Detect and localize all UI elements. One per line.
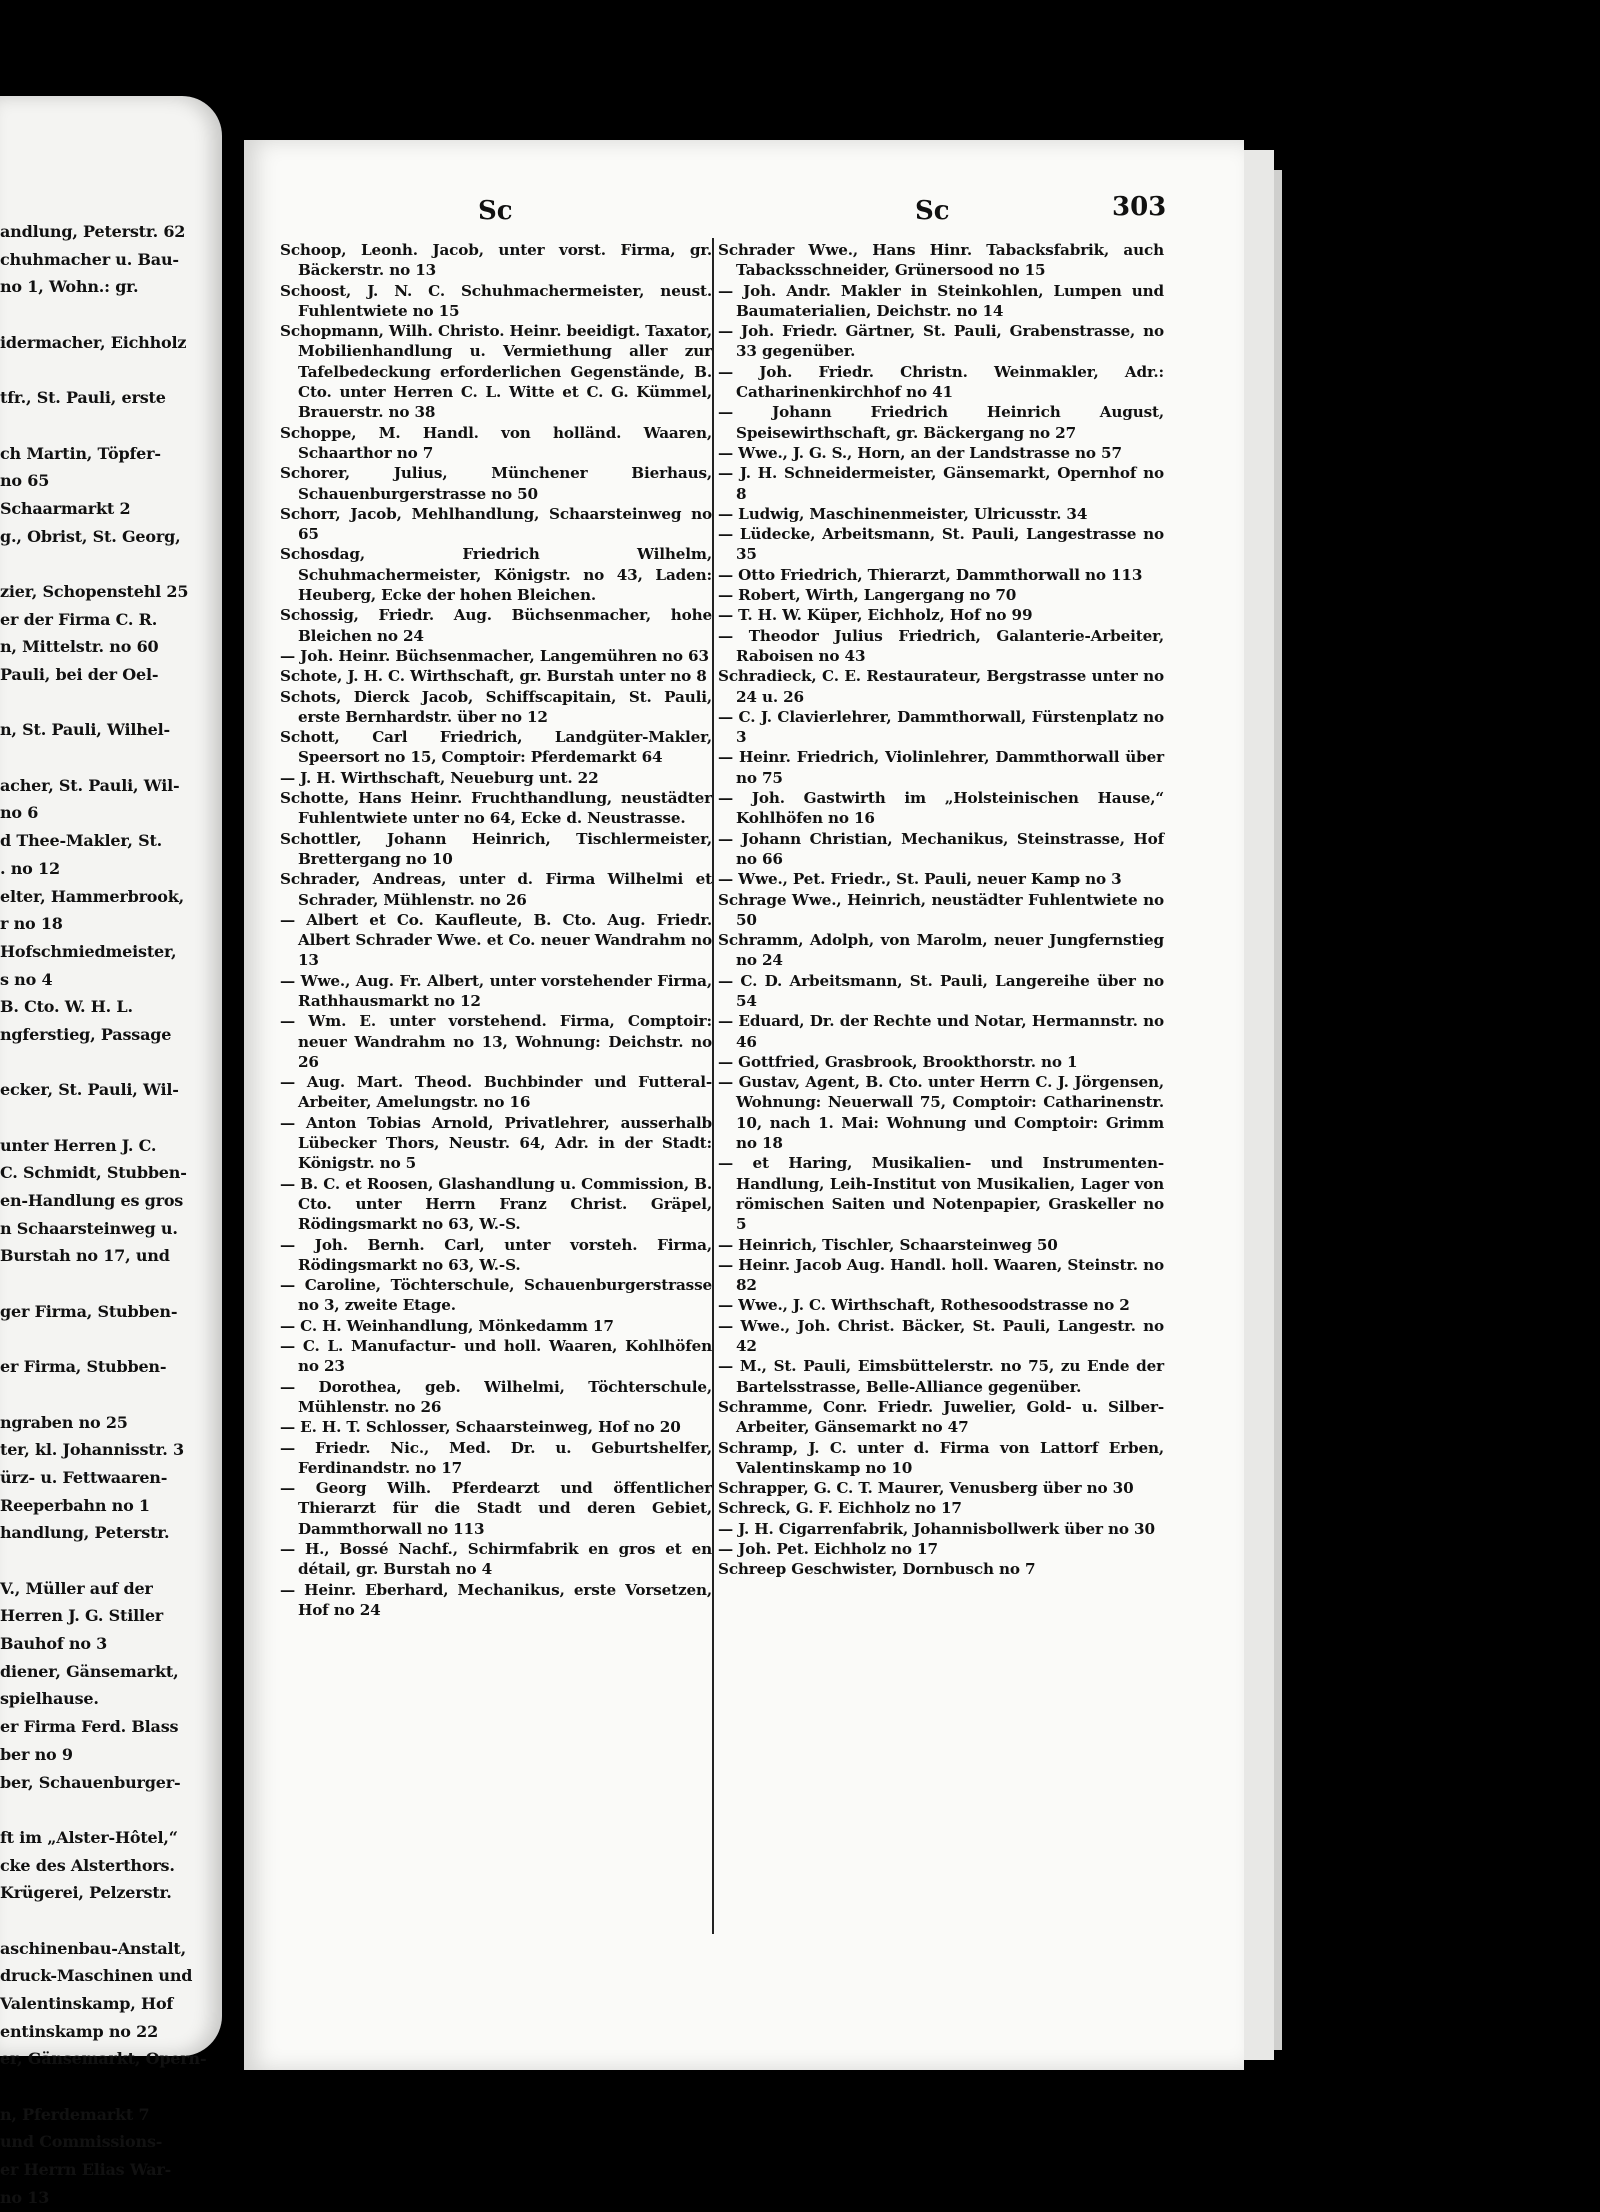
directory-entry: — J. H. Cigarrenfabrik, Johannisbollwerk über no 30 — [718, 1519, 1155, 1538]
left-page-line: Pauli, bei der Oel- — [0, 665, 159, 684]
directory-entry: — Albert et Co. Kaufleute, B. Cto. Aug. Friedr. Albert Schrader Wwe. et Co. neuer Wandrahm no 13 — [280, 910, 712, 970]
directory-entry: — M., St. Pauli, Eimsbüttelerstr. no 75, zu Ende der Bartelsstrasse, Belle-Alliance gegenüber. — [718, 1357, 1164, 1396]
left-page-line: n Schaarsteinweg u. — [0, 1218, 178, 1238]
left-page-line: no 6 — [0, 803, 39, 823]
directory-entry: Schott, Carl Friedrich, Landgüter-Makler, Speersort no 15, Comptoir: Pferdemarkt 64 — [280, 728, 712, 767]
directory-entry: Schramme, Conr. Friedr. Juwelier, Gold- u. Silber-Arbeiter, Gänsemarkt no 47 — [718, 1397, 1164, 1437]
left-page-line: Reeperbahn no 1 — [0, 1495, 150, 1515]
directory-entry: — T. H. W. Küper, Eichholz, Hof no 99 — [718, 606, 1033, 625]
directory-entry: — Georg Wilh. Pferdearzt und öffentlicher Thierarzt für die Stadt und deren Gebiet, Dammthorwall no 113 — [280, 1479, 712, 1538]
directory-entry: — Dorothea, geb. Wilhelmi, Töchterschule, Mühlenstr. no 26 — [280, 1377, 712, 1416]
left-page-line — [0, 412, 210, 440]
directory-entry: Schramm, Adolph, von Marolm, neuer Jungfernstieg no 24 — [718, 931, 1164, 970]
left-page-line — [0, 1547, 210, 1575]
left-page-line: ber, Schauenburger- — [0, 1772, 181, 1792]
left-page-line: . no 12 — [0, 858, 60, 878]
left-page-lines — [0, 218, 210, 2212]
directory-entry: — Aug. Mart. Theod. Buchbinder und Futteral-Arbeiter, Amelungstr. no 16 — [280, 1073, 712, 1112]
left-page-line: g., Obrist, St. Georg, — [0, 526, 181, 546]
directory-entry: — Gustav, Agent, B. Cto. unter Herrn C. J. Jörgensen, Wohnung: Neuerwall 75, Comptoir: Catharinenstr. 10, nach 1. Mai: Wohnung und Comptoir: Grimm no 18 — [718, 1073, 1164, 1153]
running-header-left: Sc — [478, 196, 513, 226]
directory-entry: — Robert, Wirth, Langergang no 70 — [718, 586, 1017, 605]
left-page-line: er Firma, Stubben- — [0, 1357, 167, 1377]
directory-entry: — Otto Friedrich, Thierarzt, Dammthorwall no 113 — [718, 565, 1143, 584]
left-page-line: andlung, Peterstr. 62 — [0, 222, 186, 241]
directory-entry: — Lüdecke, Arbeitsmann, St. Pauli, Langestrasse no 35 — [718, 525, 1164, 564]
directory-entry: — Theodor Julius Friedrich, Galanterie-Arbeiter, Raboisen no 43 — [718, 626, 1164, 665]
left-page-line: Schaarmarkt 2 — [0, 498, 131, 518]
directory-entry: — Wwe., Pet. Friedr., St. Pauli, neuer Kamp no 3 — [718, 870, 1122, 889]
left-page-line: ngraben no 25 — [0, 1412, 128, 1432]
directory-entry: — Johann Christian, Mechanikus, Steinstrasse, Hof no 66 — [718, 829, 1164, 868]
directory-entry: — H., Bossé Nachf., Schirmfabrik en gros et en détail, gr. Burstah no 4 — [280, 1540, 712, 1579]
left-page-line: no 65 — [0, 471, 50, 491]
directory-entry: — J. H. Schneidermeister, Gänsemarkt, Opernhof no 8 — [718, 464, 1164, 503]
left-page-line: B. Cto. W. H. L. — [0, 997, 133, 1017]
left-page-line: idermacher, Eichholz — [0, 332, 187, 352]
left-page-line: tfr., St. Pauli, erste — [0, 388, 166, 408]
directory-entry: — Heinr. Eberhard, Mechanikus, erste Vorsetzen, Hof no 24 — [280, 1580, 712, 1619]
directory-entry: — J. H. Wirthschaft, Neueburg unt. 22 — [280, 768, 599, 787]
left-page-line: er der Firma C. R. — [0, 609, 158, 629]
left-page-line: aschinenbau-Anstalt, — [0, 1938, 186, 1958]
left-page-line: r no 18 — [0, 914, 63, 934]
directory-entry: — Heinr. Jacob Aug. Handl. holl. Waaren, Steinstr. no 82 — [718, 1255, 1164, 1295]
left-page-line: n, St. Pauli, Wilhel- — [0, 720, 170, 740]
directory-entry: — Wwe., J. G. S., Horn, an der Landstrasse no 57 — [718, 443, 1122, 462]
left-page-line: ger Firma, Stubben- — [0, 1301, 178, 1321]
left-page-line: cke des Alsterthors. — [0, 1855, 175, 1875]
directory-entry: — Joh. Friedr. Gärtner, St. Pauli, Grabenstrasse, no 33 gegenüber. — [718, 322, 1164, 361]
directory-entry: Schoost, J. N. C. Schuhmachermeister, neust. Fuhlentwiete no 15 — [280, 281, 712, 320]
left-page-line — [0, 744, 210, 772]
directory-entry: Schradieck, C. E. Restaurateur, Bergstrasse unter no 24 u. 26 — [718, 667, 1164, 706]
directory-entry: Schotte, Hans Heinr. Fruchthandlung, neustädter Fuhlentwiete unter no 64, Ecke d. Neustrasse. — [280, 789, 712, 828]
left-page-line: ft im „Alster-Hôtel,“ — [0, 1827, 178, 1847]
left-page-line: n, Mittelstr. no 60 — [0, 637, 159, 657]
left-page-line: no 13 — [0, 2187, 50, 2207]
directory-entry: Schrapper, G. C. T. Maurer, Venusberg über no 30 — [718, 1479, 1134, 1498]
left-page-line: d Thee-Makler, St. — [0, 831, 163, 851]
left-page-line: Burstah no 17, und — [0, 1246, 170, 1266]
left-page-line: ürz- u. Fettwaaren- — [0, 1467, 168, 1487]
directory-column-right — [718, 240, 1164, 1580]
directory-entry: Schots, Dierck Jacob, Schiffscapitain, St. Pauli, erste Bernhardstr. über no 12 — [280, 687, 712, 726]
left-page-line: Hofschmiedmeister, — [0, 941, 177, 961]
left-page-line: ecker, St. Pauli, Wil- — [0, 1080, 179, 1100]
left-page-line: ter, kl. Johannisstr. 3 — [0, 1440, 184, 1460]
left-page-line: elter, Hammerbrook, — [0, 886, 185, 906]
left-page-line — [0, 1381, 210, 1409]
directory-entry: — Heinr. Friedrich, Violinlehrer, Dammthorwall über no 75 — [718, 748, 1164, 787]
left-page-line — [0, 1049, 210, 1077]
left-page-line — [0, 1104, 210, 1132]
left-page-line: no 1, Wohn.: gr. — [0, 277, 139, 297]
left-page-line: spielhause. — [0, 1689, 99, 1709]
page-edge-shadow — [1274, 170, 1282, 2050]
directory-entry: — Wwe., Aug. Fr. Albert, unter vorstehender Firma, Rathhausmarkt no 12 — [280, 971, 712, 1010]
left-page-line: acher, St. Pauli, Wil- — [0, 775, 180, 795]
directory-entry: — Joh. Gastwirth im „Holsteinischen Hause,“ Kohlhöfen no 16 — [718, 789, 1164, 828]
directory-entry: Schorer, Julius, Münchener Bierhaus, Schauenburgerstrasse no 50 — [280, 464, 712, 503]
directory-entry: — Gottfried, Grasbrook, Brookthorstr. no 1 — [718, 1052, 1078, 1071]
directory-entry: — Caroline, Töchterschule, Schauenburgerstrasse no 3, zweite Etage. — [280, 1276, 712, 1315]
directory-entry: — Joh. Friedr. Christn. Weinmakler, Adr.: Catharinenkirchhof no 41 — [718, 362, 1164, 402]
directory-entry: — Joh. Pet. Eichholz no 17 — [718, 1540, 938, 1558]
directory-entry: — Joh. Andr. Makler in Steinkohlen, Lumpen und Baumaterialien, Deichstr. no 14 — [718, 281, 1164, 320]
directory-entry: — Eduard, Dr. der Rechte und Notar, Hermannstr. no 46 — [718, 1012, 1164, 1051]
directory-entry: Schossig, Friedr. Aug. Büchsenmacher, hohe Bleichen no 24 — [280, 606, 712, 645]
directory-entry: — Heinrich, Tischler, Schaarsteinweg 50 — [718, 1235, 1058, 1254]
left-page-line: zier, Schopenstehl 25 — [0, 581, 189, 601]
directory-entry: — Wwe., Joh. Christ. Bäcker, St. Pauli, Langestr. no 42 — [718, 1316, 1164, 1356]
left-page-line: C. Schmidt, Stubben- — [0, 1163, 187, 1183]
directory-entry: Schramp, J. C. unter d. Firma von Lattorf Erben, Valentinskamp no 10 — [718, 1438, 1164, 1477]
running-header-right: Sc — [915, 196, 950, 226]
directory-entry: Schote, J. H. C. Wirthschaft, gr. Burstah unter no 8 — [280, 667, 707, 686]
directory-entry: Schottler, Johann Heinrich, Tischlermeister, Brettergang no 10 — [280, 829, 712, 868]
page-edge — [1244, 150, 1274, 2060]
directory-entry: Schrage Wwe., Heinrich, neustädter Fuhlentwiete no 50 — [718, 890, 1164, 929]
left-page-line: s no 4 — [0, 969, 53, 989]
left-page-line — [0, 2073, 210, 2101]
left-page-line: druck-Maschinen und — [0, 1966, 193, 1986]
left-page-line: chuhmacher u. Bau- — [0, 249, 179, 269]
left-page-line — [0, 1270, 210, 1298]
directory-entry: Schrader Wwe., Hans Hinr. Tabacksfabrik, auch Tabacksschneider, Grünersood no 15 — [718, 241, 1164, 280]
left-page-line: Bauhof no 3 — [0, 1634, 108, 1654]
left-page-line — [0, 1796, 210, 1824]
left-page-line: handlung, Peterstr. — [0, 1523, 170, 1543]
directory-entry: — Wm. E. unter vorstehend. Firma, Comptoir: neuer Wandrahm no 13, Wohnung: Deichstr. no 26 — [280, 1012, 712, 1071]
page-number: 303 — [1112, 192, 1167, 222]
directory-entry: — Joh. Bernh. Carl, unter vorsteh. Firma, Rödingsmarkt no 63, W.-S. — [280, 1235, 712, 1274]
left-page-line: ch Martin, Töpfer- — [0, 443, 161, 463]
left-page-line — [0, 1907, 210, 1935]
directory-entry: Schorr, Jacob, Mehlhandlung, Schaarsteinweg no 65 — [280, 504, 712, 544]
left-page-line: n, Pferdemarkt 7 — [0, 2104, 150, 2124]
directory-entry: — Johann Friedrich Heinrich August, Speisewirthschaft, gr. Bäckergang no 27 — [718, 403, 1164, 442]
left-page-line: diener, Gänsemarkt, — [0, 1661, 179, 1681]
directory-entry: — Joh. Heinr. Büchsenmacher, Langemühren no 63 — [280, 646, 709, 665]
directory-entry: Schoop, Leonh. Jacob, unter vorst. Firma, gr. Bäckerstr. no 13 — [280, 241, 712, 280]
directory-entry: — et Haring, Musikalien- und Instrumenten-Handlung, Leih-Institut von Musikalien, Lager von römischen Saiten und Notenpapier, Graskeller no 5 — [718, 1154, 1164, 1234]
left-page-line: ngferstieg, Passage — [0, 1024, 172, 1044]
left-page-line: Valentinskamp, Hof — [0, 1994, 174, 2013]
directory-entry: Schrader, Andreas, unter d. Firma Wilhelmi et Schrader, Mühlenstr. no 26 — [280, 870, 712, 909]
left-page-line: er Firma Ferd. Blass — [0, 1717, 179, 1737]
directory-entry: — Anton Tobias Arnold, Privatlehrer, ausserhalb Lübecker Thors, Neustr. 64, Adr. in der Stadt: Königstr. no 5 — [280, 1113, 712, 1173]
directory-entry: Schreep Geschwister, Dornbusch no 7 — [718, 1560, 1036, 1579]
left-page-line — [0, 1326, 210, 1354]
column-divider — [712, 238, 714, 1934]
left-page-line: V., Müller auf der — [0, 1578, 153, 1598]
book-gutter — [222, 140, 244, 2040]
left-page-line — [0, 301, 210, 329]
directory-column-left — [280, 240, 712, 1620]
left-page-line: er Herrn Elias War- — [0, 2160, 172, 2180]
directory-entry: — C. J. Clavierlehrer, Dammthorwall, Fürstenplatz no 3 — [718, 707, 1164, 747]
left-page-line: Krügerei, Pelzerstr. — [0, 1883, 172, 1903]
left-page — [0, 96, 222, 2207]
directory-entry: Schoppe, M. Handl. von holländ. Waaren, Schaarthor no 7 — [280, 423, 712, 462]
left-page-line: en-Handlung es gros — [0, 1191, 184, 1211]
directory-entry: Schosdag, Friedrich Wilhelm, Schuhmachermeister, Königstr. no 43, Laden: Heuberg, Ecke der hohen Bleichen. — [280, 545, 712, 605]
left-page-line: unter Herren J. C. — [0, 1135, 157, 1155]
left-page-line: entinskamp no 22 — [0, 2021, 159, 2041]
directory-entry: — C. L. Manufactur- und holl. Waaren, Kohlhöfen no 23 — [280, 1337, 712, 1376]
directory-entry: — Ludwig, Maschinenmeister, Ulricusstr. 34 — [718, 504, 1088, 523]
directory-entry: — E. H. T. Schlosser, Schaarsteinweg, Hof no 20 — [280, 1418, 681, 1437]
directory-entry: Schopmann, Wilh. Christo. Heinr. beeidigt. Taxator, Mobilienhandlung u. Vermiethung aller zur Tafelbedeckung erforderlichen Gegenstände, B. Cto. unter Herren C. L. Witte et C. G. Kümmel, Brauerstr. no 38 — [280, 322, 713, 422]
left-page-line: Herren J. G. Stiller — [0, 1606, 164, 1626]
directory-entry: — Friedr. Nic., Med. Dr. u. Geburtshelfer, Ferdinandstr. no 17 — [280, 1438, 712, 1477]
left-page-line — [0, 356, 210, 384]
directory-entry: — B. C. et Roosen, Glashandlung u. Commission, B. Cto. unter Herrn Franz Christ. Gräpel, Rödingsmarkt no 63, W.-S. — [280, 1174, 712, 1234]
directory-entry: — Wwe., J. C. Wirthschaft, Rothesoodstrasse no 2 — [718, 1296, 1130, 1315]
left-page-line: und Commissions- — [0, 2132, 163, 2152]
directory-entry: — C. H. Weinhandlung, Mönkedamm 17 — [280, 1316, 614, 1335]
left-page-line — [0, 689, 210, 717]
left-page-line: er, Gänsemarkt, Opern- — [0, 2049, 207, 2069]
directory-entry: — C. D. Arbeitsmann, St. Pauli, Langereihe über no 54 — [718, 971, 1164, 1010]
left-page-line: ber no 9 — [0, 1744, 73, 1764]
left-page-line — [0, 550, 210, 578]
directory-entry: Schreck, G. F. Eichholz no 17 — [718, 1499, 962, 1518]
